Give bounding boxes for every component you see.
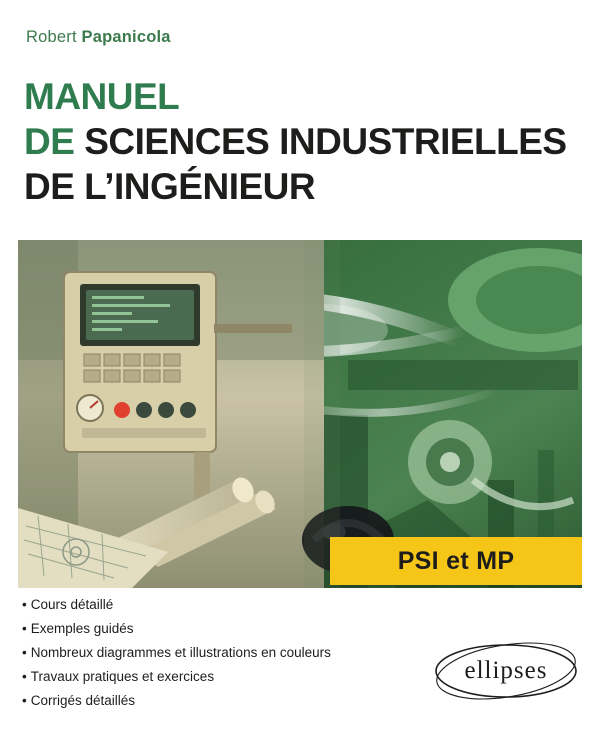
feature-label: Travaux pratiques et exercices — [30, 669, 215, 684]
publisher-logo — [432, 640, 580, 702]
bullet-dot-icon: • — [22, 597, 27, 612]
author-first-name: Robert — [26, 28, 77, 46]
feature-list — [22, 598, 422, 718]
bullet-dot-icon: • — [22, 669, 27, 684]
cover-photo — [18, 240, 582, 588]
feature-label: Nombreux diagrammes et illustrations en couleurs — [30, 645, 331, 660]
title-line-2-main: SCIENCES INDUSTRIELLES — [84, 121, 567, 162]
title-line-2-prefix: DE — [24, 121, 75, 162]
feature-label: Exemples guidés — [30, 621, 134, 636]
publisher-name: ellipses — [464, 657, 548, 684]
feature-label: Corrigés détaillés — [30, 693, 136, 708]
bullet-dot-icon: • — [22, 621, 27, 636]
level-badge-label: PSI et MP — [397, 546, 515, 575]
author-last-name: Papanicola — [81, 28, 171, 46]
bullet-dot-icon: • — [22, 645, 27, 660]
list-item — [22, 694, 422, 708]
title-block — [24, 78, 580, 205]
list-item — [22, 670, 422, 684]
title-line-1: MANUEL — [24, 76, 180, 117]
list-item — [22, 598, 422, 612]
title-line-3: DE L’INGÉNIEUR — [24, 166, 316, 207]
list-item — [22, 622, 422, 636]
level-badge — [330, 537, 582, 585]
list-item — [22, 646, 422, 660]
title-line-2 — [24, 123, 580, 160]
bullet-dot-icon: • — [22, 693, 27, 708]
author-name — [26, 28, 171, 47]
feature-label: Cours détaillé — [30, 597, 114, 612]
